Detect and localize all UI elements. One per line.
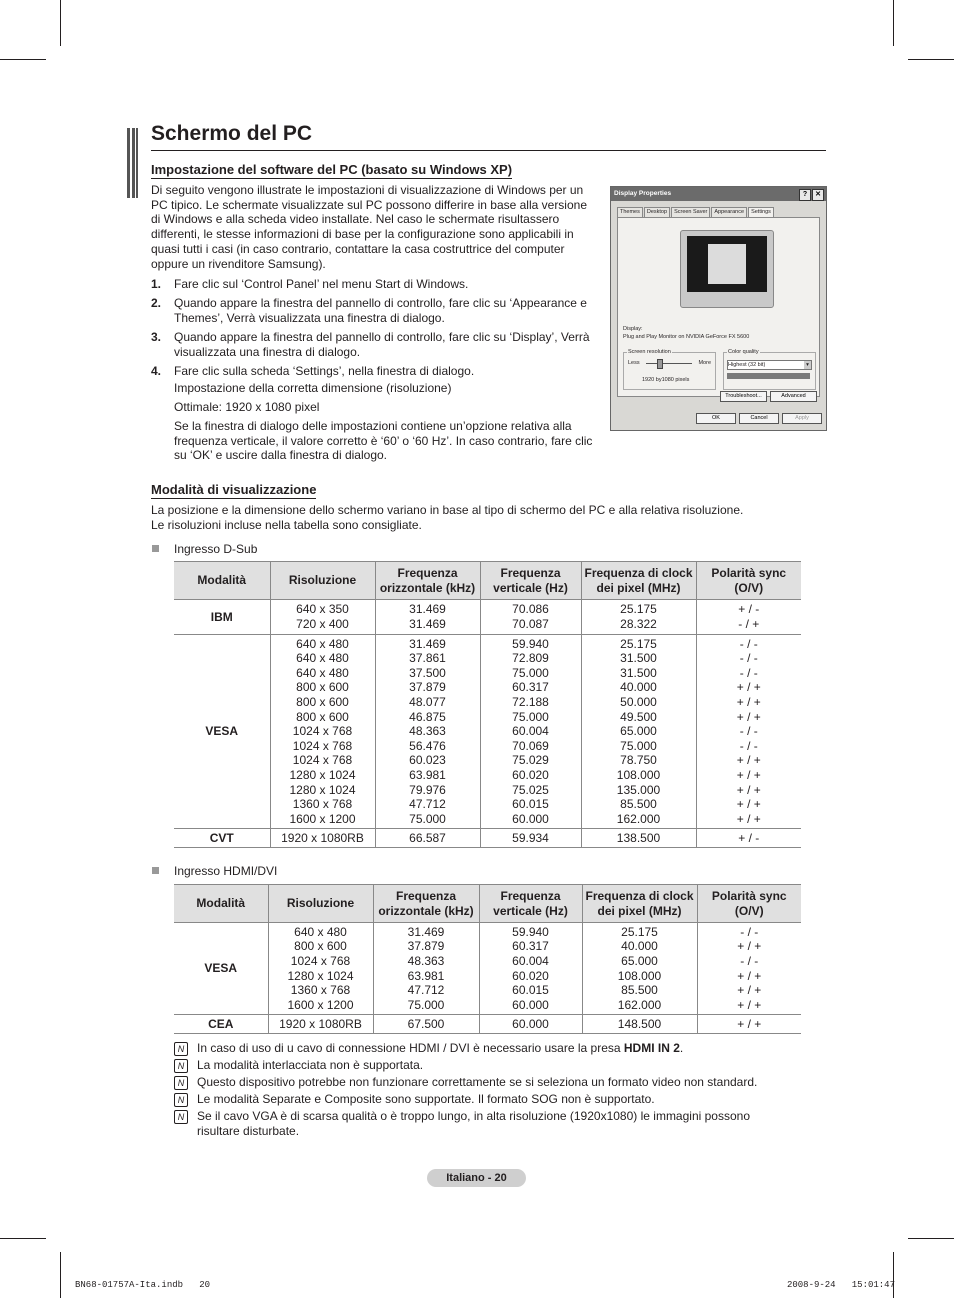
- title-accent-bar: [127, 128, 139, 198]
- color-quality-legend: Color quality: [728, 349, 759, 355]
- crop-mark: [893, 0, 894, 46]
- screen-resolution-legend: Screen resolution: [628, 349, 671, 355]
- settings-panel: [617, 217, 820, 397]
- display-properties-dialog: [610, 186, 827, 431]
- advanced-button[interactable]: Advanced: [770, 391, 817, 402]
- more-label: More: [698, 360, 711, 366]
- step-4: [151, 364, 591, 379]
- frequency-note: Se la finestra di dialogo delle impostazioni contiene un’opzione relativa alla frequenza verticale, il valore corretto è ‘60’ o ‘60 Hz’. In caso contrario, fare clic su ‘OK’ e uscire dalla finestra di dialogo.: [174, 419, 593, 463]
- section-heading-software: Impostazione del software del PC (basato su Windows XP): [151, 162, 513, 177]
- resolution-slider-thumb[interactable]: [657, 359, 663, 369]
- resolution-slider-track[interactable]: [646, 363, 692, 364]
- slug-file: BN68-01757A-Ita.indb 20: [75, 1280, 211, 1290]
- chevron-down-icon: ▾: [804, 361, 811, 369]
- note-text-part: .: [679, 1041, 684, 1055]
- crop-mark: [60, 1252, 61, 1298]
- mode-cell: IBM: [210, 609, 233, 624]
- note-text: [197, 1041, 794, 1056]
- note-icon: N: [174, 1059, 188, 1073]
- resolution-cell: 1920 x 1080RB: [268, 1015, 373, 1034]
- polarity-cell: + / -: [696, 829, 801, 848]
- clock-cell: 25.175 40.000 65.000 108.000 85.500 162.000: [582, 923, 697, 1015]
- apply-button[interactable]: Apply: [782, 413, 822, 424]
- step-3: [151, 330, 591, 359]
- crop-mark: [908, 1238, 954, 1239]
- less-label: Less: [628, 360, 640, 366]
- note-text: Se il cavo VGA è di scarsa qualità o è troppo lungo, in alta risoluzione (1920x1080) le immagini possono risultare disturbate.: [197, 1109, 750, 1138]
- col-header-polarity: Polarità sync (O/V): [697, 885, 801, 923]
- color-quality-group: [723, 349, 816, 390]
- intro-text: Di seguito vengono illustrate le impostazioni di visualizzazione di Windows per un PC tipico. Le schermate visualizzate sul PC possono differire in base alla versione di Windows e alla scheda video installate. Nel caso le schermate risultassero differenti, le stesse informazioni di base per la configurazione sono applicabili in quasi tutti i casi (in caso contrario, contattare la casa costruttrice del computer oppure un rivenditore Samsung).: [151, 183, 587, 271]
- resolution-cell: 640 x 480 640 x 480 640 x 480 800 x 600 800 x 600 800 x 600 1024 x 768 1024 x 768 1024 x 768 1280 x 1024 1280 x 1024 1360 x 768 1600 x 1200: [270, 635, 375, 829]
- resolution-cell: 1920 x 1080RB: [270, 829, 375, 848]
- note-item: [174, 1075, 794, 1090]
- tab-desktop[interactable]: Desktop: [644, 207, 670, 217]
- display-value: Plug and Play Monitor on NVIDIA GeForce FX 5600: [623, 334, 750, 340]
- col-header-clock: Frequenza di clock dei pixel (MHz): [581, 562, 696, 600]
- bullet-square: [152, 545, 159, 552]
- color-quality-select[interactable]: [727, 360, 812, 370]
- tab-appearance[interactable]: Appearance: [711, 207, 747, 217]
- vfreq-cell: 70.086 70.087: [480, 600, 581, 635]
- note-text-part: In caso di uso di u cavo di connessione HDMI / DVI è necessario usare la presa: [197, 1041, 624, 1055]
- section-heading-modes: Modalità di visualizzazione: [151, 482, 317, 497]
- dsub-table: [174, 561, 801, 848]
- preview-window: [708, 244, 746, 284]
- hfreq-cell: 31.469 37.861 37.500 37.879 48.077 46.875 48.363 56.476 60.023 63.981 79.976 47.712 75.000: [375, 635, 480, 829]
- polarity-cell: + / - - / +: [696, 600, 801, 635]
- note-item: [174, 1058, 794, 1073]
- tab-screen-saver[interactable]: Screen Saver: [671, 207, 710, 217]
- table-row: [174, 923, 801, 1015]
- resolution-cell: 640 x 480 800 x 600 1024 x 768 1280 x 1024 1360 x 768 1600 x 1200: [268, 923, 373, 1015]
- note-icon: N: [174, 1076, 188, 1090]
- note-text: La modalità interlacciata non è supportata.: [197, 1058, 424, 1072]
- step-text: Fare clic sul ‘Control Panel’ nel menu Start di Windows.: [174, 277, 469, 291]
- note-item: [174, 1109, 794, 1138]
- slug-timestamp: 2008-9-24 15:01:47: [786, 1280, 895, 1290]
- screen-resolution-group: [623, 349, 716, 390]
- resolution-subheading: Impostazione della corretta dimensione (risoluzione): [174, 381, 452, 395]
- step-number: 2.: [151, 296, 162, 310]
- col-header-hfreq: Frequenza orizzontale (kHz): [375, 562, 480, 600]
- table-row: [174, 829, 801, 848]
- clock-cell: 25.175 31.500 31.500 40.000 50.000 49.500 65.000 75.000 78.750 108.000 135.000 85.500 162.000: [581, 635, 696, 829]
- hfreq-cell: 67.500: [373, 1015, 479, 1034]
- note-text: Questo dispositivo potrebbe non funzionare correttamente se si seleziona un formato video non standard.: [197, 1075, 758, 1089]
- mode-cell: VESA: [205, 724, 239, 739]
- polarity-cell: - / - + / + - / - + / + + / + + / +: [697, 923, 801, 1015]
- color-quality-value: Highest (32 bit): [728, 362, 766, 368]
- step-text: Quando appare la finestra del pannello di controllo, fare clic su ‘Display’, Verrà visualizzata una finestra di dialogo.: [174, 330, 590, 359]
- bullet-square: [152, 867, 159, 874]
- clock-cell: 148.500: [582, 1015, 697, 1034]
- step-number: 3.: [151, 330, 162, 344]
- hfreq-cell: 66.587: [375, 829, 480, 848]
- dialog-title: Display Properties: [614, 190, 672, 197]
- page-number-badge: Italiano - 20: [427, 1169, 526, 1187]
- step-number: 1.: [151, 277, 162, 291]
- color-sample-bar: [727, 373, 810, 379]
- vfreq-cell: 59.940 72.809 75.000 60.317 72.188 75.000 60.004 70.069 75.029 60.020 75.025 60.015 60.000: [480, 635, 581, 829]
- hfreq-cell: 31.469 37.879 48.363 63.981 47.712 75.000: [373, 923, 479, 1015]
- dsub-label-text: Ingresso D-Sub: [174, 542, 258, 556]
- step-2: [151, 296, 591, 325]
- note-text-bold: HDMI IN 2: [623, 1041, 680, 1055]
- step-text: Quando appare la finestra del pannello di controllo, fare clic su ‘Appearance e Themes’, Verrà visualizzata una finestra di dialogo.: [174, 296, 587, 325]
- step-number: 4.: [151, 364, 162, 378]
- col-header-mode: Modalità: [174, 562, 270, 600]
- note-icon: N: [174, 1110, 188, 1124]
- tab-themes[interactable]: Themes: [617, 207, 643, 217]
- vfreq-cell: 59.934: [480, 829, 581, 848]
- col-header-resolution: Risoluzione: [268, 885, 373, 923]
- modes-intro: La posizione e la dimensione dello schermo variano in base al tipo di schermo del PC e alla relativa risoluzione. Le risoluzioni incluse nella tabella sono consigliate.: [151, 503, 744, 532]
- table-row: [174, 600, 801, 635]
- note-icon: N: [174, 1042, 188, 1056]
- hdmi-table: [174, 884, 801, 1034]
- col-header-resolution: Risoluzione: [270, 562, 375, 600]
- optimal-resolution: Ottimale: 1920 x 1080 pixel: [174, 400, 320, 414]
- help-icon[interactable]: ?: [799, 189, 811, 201]
- crop-mark: [908, 59, 954, 60]
- tab-settings[interactable]: Settings: [748, 207, 774, 218]
- table-row: [174, 1015, 801, 1034]
- polarity-cell: + / +: [697, 1015, 801, 1034]
- resolution-value: 1920 by1080 pixels: [642, 377, 690, 383]
- table-row: [174, 635, 801, 829]
- col-header-vfreq: Frequenza verticale (Hz): [479, 885, 582, 923]
- crop-mark: [893, 1252, 894, 1298]
- mode-cell: CEA: [208, 1016, 234, 1031]
- monitor-screen: [687, 236, 767, 292]
- col-header-vfreq: Frequenza verticale (Hz): [480, 562, 581, 600]
- note-item: [174, 1092, 794, 1107]
- crop-mark: [0, 1238, 46, 1239]
- vfreq-cell: 59.940 60.317 60.004 60.020 60.015 60.000: [479, 923, 582, 1015]
- page-title: Schermo del PC: [151, 122, 313, 145]
- dialog-titlebar: [611, 187, 826, 201]
- monitor-preview: [680, 230, 774, 308]
- note-item: [174, 1041, 794, 1056]
- hfreq-cell: 31.469 31.469: [375, 600, 480, 635]
- step-1: [151, 277, 591, 292]
- vfreq-cell: 60.000: [479, 1015, 582, 1034]
- display-label: Display:: [623, 326, 643, 332]
- clock-cell: 138.500: [581, 829, 696, 848]
- resolution-cell: 640 x 350 720 x 400: [270, 600, 375, 635]
- step-text: Fare clic sulla scheda ‘Settings’, nella finestra di dialogo.: [174, 364, 475, 378]
- ok-button[interactable]: OK: [696, 413, 736, 424]
- polarity-cell: - / - - / - - / - + / + + / + + / + - / - - / - + / + + / + + / + + / + + / +: [696, 635, 801, 829]
- mode-cell: CVT: [209, 830, 234, 845]
- crop-mark: [0, 59, 46, 60]
- cancel-button[interactable]: Cancel: [739, 413, 779, 424]
- dialog-tabs: [617, 207, 775, 217]
- title-rule: [151, 150, 826, 151]
- hdmi-label-text: Ingresso HDMI/DVI: [174, 864, 278, 878]
- col-header-mode: Modalità: [174, 885, 268, 923]
- col-header-hfreq: Frequenza orizzontale (kHz): [373, 885, 479, 923]
- col-header-clock: Frequenza di clock dei pixel (MHz): [582, 885, 697, 923]
- note-icon: N: [174, 1093, 188, 1107]
- close-icon[interactable]: ✕: [812, 189, 824, 201]
- note-text: Le modalità Separate e Composite sono supportate. Il formato SOG non è supportato.: [197, 1092, 655, 1106]
- mode-cell: VESA: [204, 961, 238, 976]
- clock-cell: 25.175 28.322: [581, 600, 696, 635]
- troubleshoot-button[interactable]: Troubleshoot...: [720, 391, 767, 402]
- crop-mark: [60, 0, 61, 46]
- col-header-polarity: Polarità sync (O/V): [696, 562, 801, 600]
